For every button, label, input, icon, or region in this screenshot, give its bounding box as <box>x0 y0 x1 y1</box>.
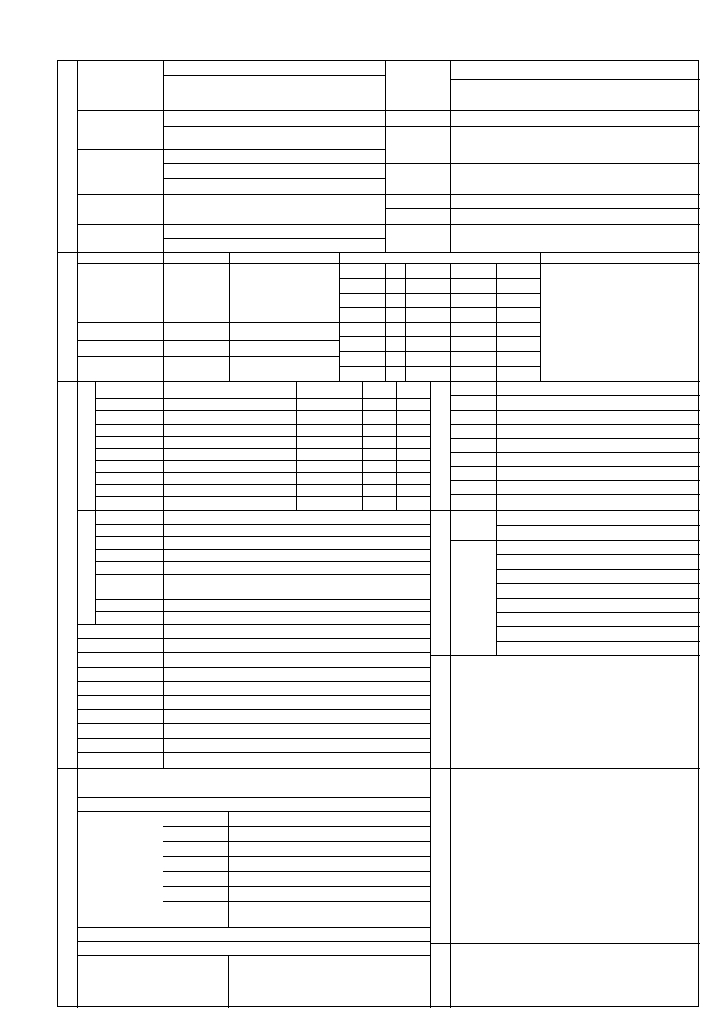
job-form-table <box>57 60 699 1007</box>
